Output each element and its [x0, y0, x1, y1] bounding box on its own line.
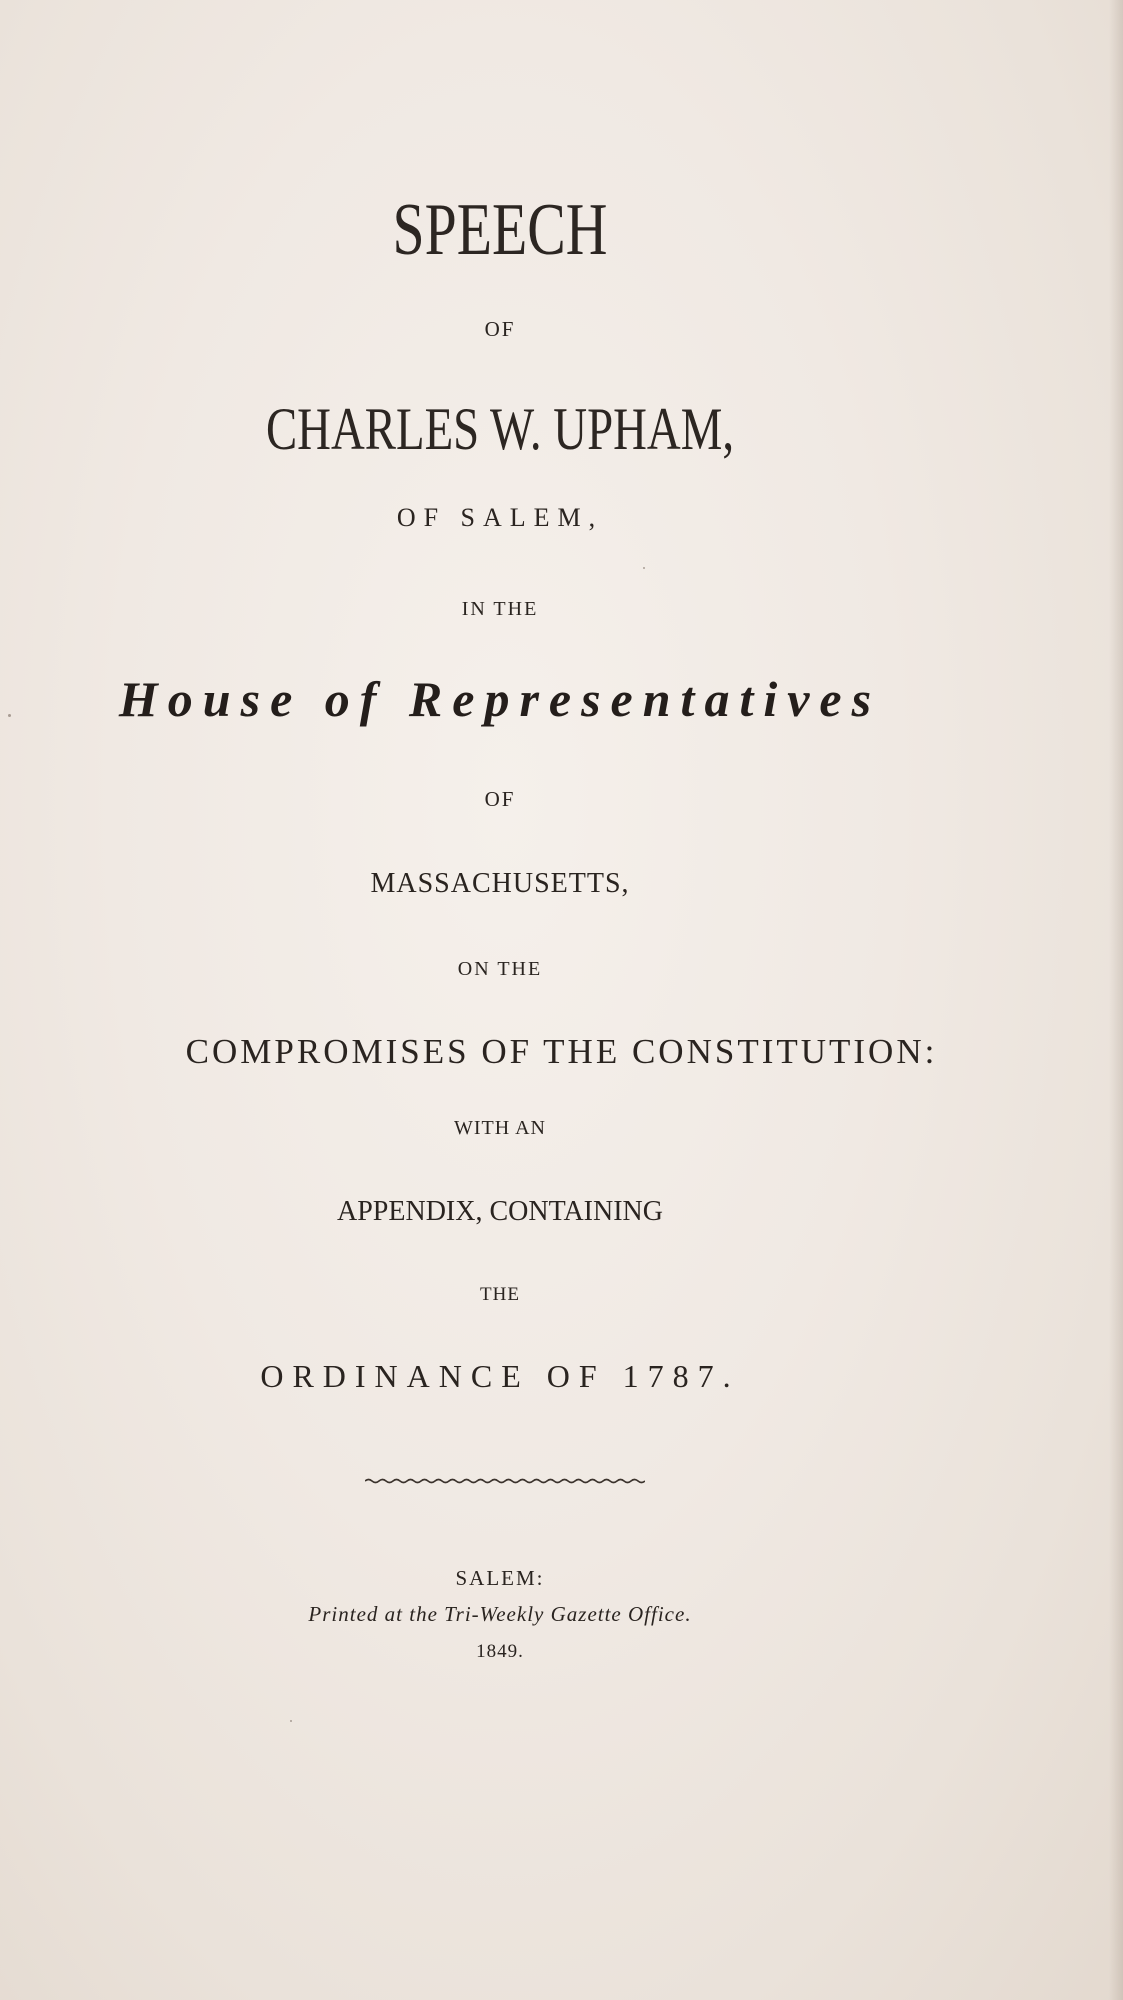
- paper-speck: [290, 1720, 292, 1722]
- imprint-printer: Printed at the Tri-Weekly Gazette Office.: [308, 1602, 692, 1626]
- state-name: MASSACHUSETTS,: [370, 868, 630, 899]
- appendix-subject: ORDINANCE OF 1787.: [260, 1358, 740, 1394]
- with-an-label: WITH AN: [454, 1117, 546, 1139]
- imprint-place: SALEM:: [455, 1566, 545, 1590]
- author-residence: OF SALEM,: [396, 503, 604, 532]
- document-title: SPEECH: [392, 189, 608, 271]
- author-name: CHARLES W. UPHAM,: [265, 396, 735, 462]
- imprint-year: 1849.: [476, 1641, 524, 1662]
- legislative-body: House of Representatives: [118, 671, 882, 727]
- speech-subject: COMPROMISES OF THE CONSTITUTION:: [185, 1032, 938, 1071]
- decorative-wavy-rule: [365, 1476, 645, 1486]
- appendix-label: APPENDIX, CONTAINING: [337, 1196, 663, 1227]
- page-edge-shadow: [1109, 0, 1123, 2000]
- on-the-label: ON THE: [457, 958, 543, 980]
- paper-speck: [643, 567, 645, 569]
- the-label: THE: [480, 1284, 520, 1305]
- in-the-label: IN THE: [461, 598, 539, 620]
- of-label-1: OF: [484, 317, 516, 341]
- of-label-2: OF: [484, 787, 516, 811]
- paper-speck: [8, 714, 11, 717]
